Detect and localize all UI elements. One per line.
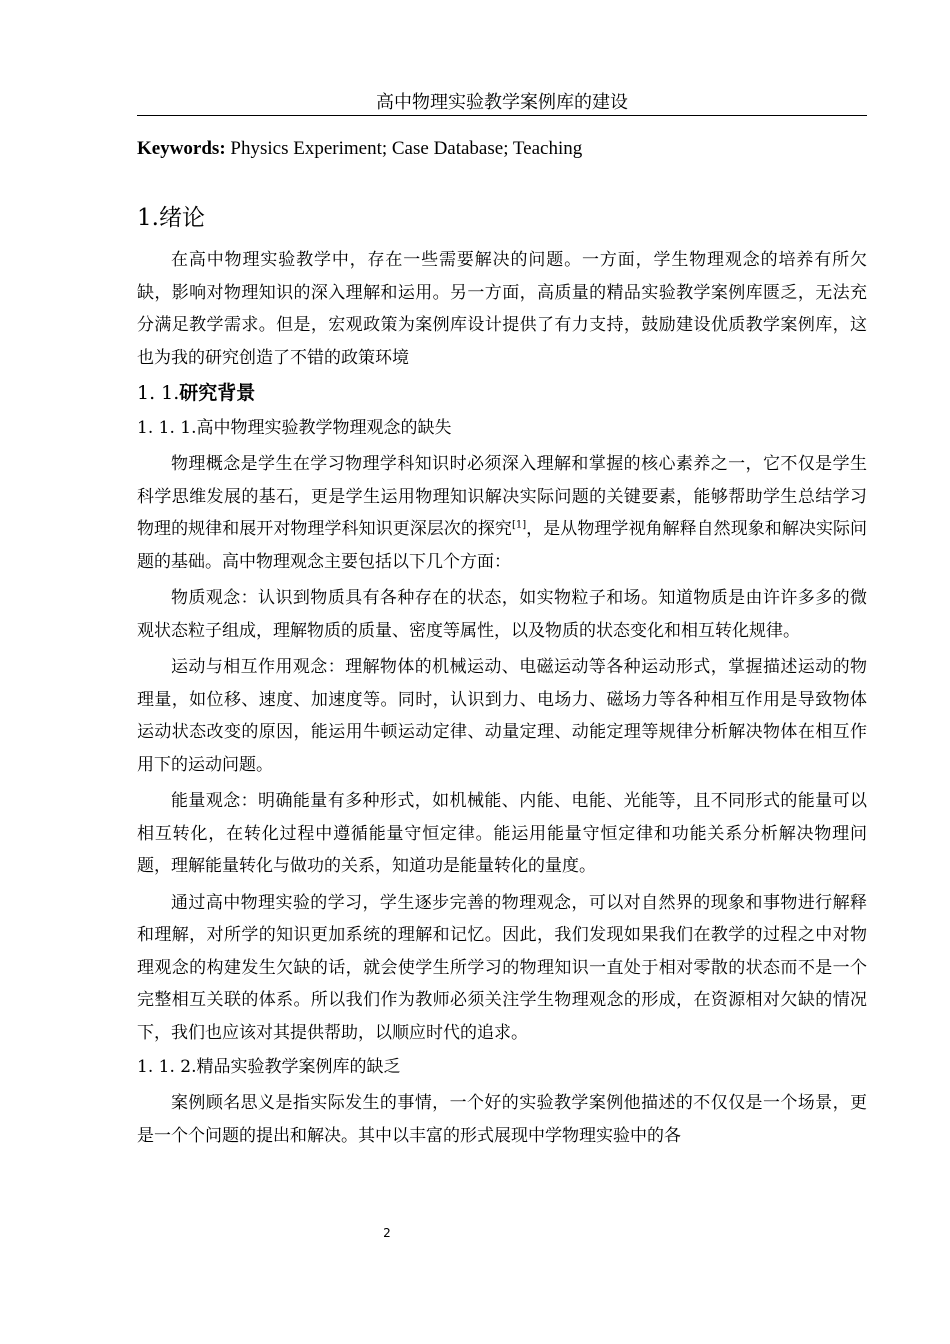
paragraph: 能量观念：明确能量有多种形式，如机械能、内能、电能、光能等，且不同形式的能量可以相互转化，在转化过程中遵循能量守恒定律。能运用能量守恒定律和功能关系分析解决物理问题，理解能量转化与做功的关系，知道功是能量转化的量度。	[137, 791, 867, 876]
paragraph: 在高中物理实验教学中，存在一些需要解决的问题。一方面，学生物理观念的培养有所欠缺，影响对物理知识的深入理解和运用。另一方面，高质量的精品实验教学案例库匮乏，无法充分满足教学需求。但是，宏观政策为案例库设计提供了有力支持，鼓励建设优质教学案例库，这也为我的研究创造了不错的政策环境	[137, 250, 867, 368]
header-rule	[137, 115, 867, 116]
keywords-label: Keywords:	[137, 138, 226, 159]
keywords-line	[137, 136, 867, 162]
paragraph: 通过高中物理实验的学习，学生逐步完善的物理观念，可以对自然界的现象和事物进行解释和理解，对所学的知识更加系统的理解和记忆。因此，我们发现如果我们在教学的过程之中对物理观念的构建发生欠缺的话，就会使学生所学习的物理知识一直处于相对零散的状态而不是一个完整相互关联的体系。所以我们作为教师必须关注学生物理观念的形成，在资源相对欠缺的情况下，我们也应该对其提供帮助，以顺应时代的追求。	[137, 892, 867, 1043]
paragraph-text: 物理概念是学生在学习物理学科知识时必须深入理解和掌握的核心素养之一，它不仅是学生科学思维发展的基石，更是学生运用物理知识解决实际问题的关键要素，能够帮助学生总结学习物理的规律和展开对物理学科知识更深层次的探究	[137, 454, 867, 539]
section-heading-1	[137, 200, 867, 236]
paragraph: 物质观念：认识到物质具有各种存在的状态，如实物粒子和场。知道物质是由许许多多的微观状态粒子组成，理解物质的质量、密度等属性，以及物质的状态变化和相互转化规律。	[137, 588, 867, 641]
section-heading-1-1-2	[137, 1053, 867, 1081]
section-number: 1. 1. 2.	[137, 1057, 197, 1077]
section-number: 1. 1. 1.	[137, 418, 197, 438]
section-title: 绪论	[158, 205, 205, 231]
section-title: 研究背景	[179, 382, 256, 404]
paragraph: 案例顾名思义是指实际发生的事情，一个好的实验教学案例他描述的不仅仅是一个场景，更是一个个问题的提出和解决。其中以丰富的形式展现中学物理实验中的各	[137, 1093, 867, 1146]
paragraph	[137, 448, 867, 578]
section-heading-1-1-1	[137, 414, 867, 442]
running-header: 高中物理实验教学案例库的建设	[376, 92, 628, 113]
section-number: 1. 1.	[137, 382, 180, 404]
section-number: 1.	[137, 205, 159, 231]
citation-ref[interactable]: [1]	[511, 519, 527, 531]
page-number: 2	[383, 1226, 391, 1240]
section-title: 高中物理实验教学物理观念的缺失	[196, 418, 452, 438]
body-text	[137, 200, 867, 1156]
paragraph: 运动与相互作用观念：理解物体的机械运动、电磁运动等各种运动形式，掌握描述运动的物理量，如位移、速度、加速度等。同时，认识到力、电场力、磁场力等各种相互作用是导致物体运动状态改变的原因，能运用牛顿运动定律、动量定理、动能定理等规律分析解决物体在相互作用下的运动问题。	[137, 657, 867, 775]
section-title: 精品实验教学案例库的缺乏	[196, 1057, 401, 1077]
paragraph-text: ，是从物理学视角解释自然现象和解决实际问题的基础。高中物理观念主要包括以下几个方面：	[137, 519, 868, 572]
keywords-text: Physics Experiment; Case Database; Teaching	[230, 138, 583, 159]
section-heading-1-1	[137, 378, 867, 408]
